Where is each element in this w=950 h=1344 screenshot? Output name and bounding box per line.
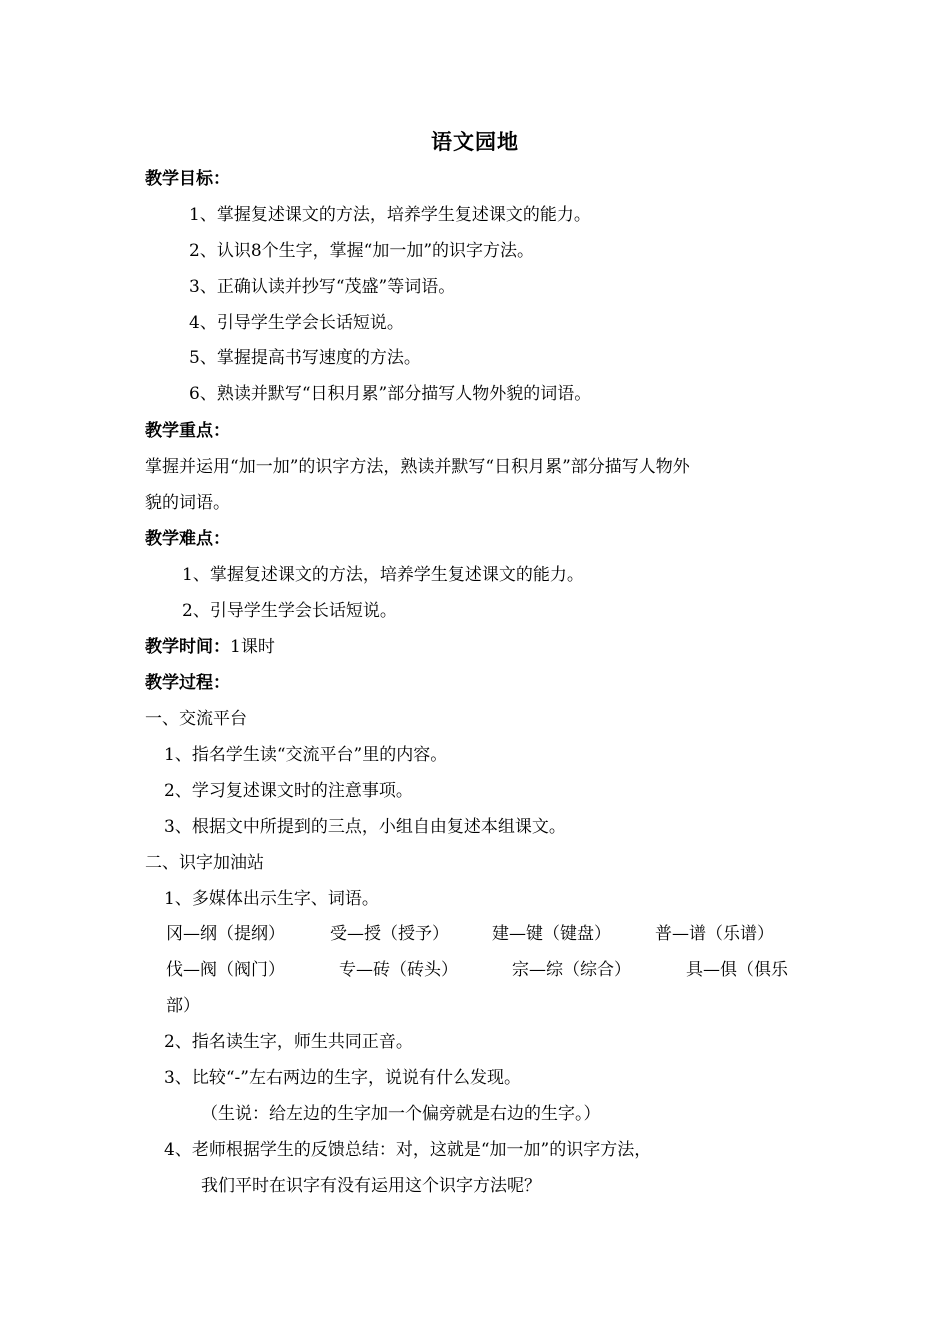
goal-item: 3、正确认读并抄写“茂盛”等词语。 — [189, 277, 456, 297]
goal-item: 4、引导学生学会长话短说。 — [189, 313, 404, 333]
goals-heading: 教学目标： — [145, 169, 230, 189]
time-value: 1课时 — [230, 637, 275, 657]
goal-item: 1、掌握复述课文的方法，培养学生复述课文的能力。 — [189, 205, 591, 225]
goal-item: 6、熟读并默写“日积月累”部分描写人物外貌的词语。 — [189, 384, 592, 404]
char-pair: 宗—综（综合） — [512, 960, 631, 980]
difficulty-heading: 教学难点： — [145, 529, 230, 549]
page-title: 语文园地 — [431, 129, 519, 154]
section-item: 3、比较“-”左右两边的生字，说说有什么发现。 — [164, 1068, 521, 1088]
goal-item: 2、认识8个生字，掌握“加一加”的识字方法。 — [189, 241, 535, 261]
focus-text: 掌握并运用“加一加”的识字方法，熟读并默写“日积月累”部分描写人物外 — [145, 457, 690, 477]
section-item: 2、指名读生字，师生共同正音。 — [164, 1032, 413, 1052]
char-pair-continued: 部） — [166, 996, 200, 1016]
student-answer: （生说：给左边的生字加一个偏旁就是右边的生字。） — [201, 1104, 601, 1124]
char-pair: 专—砖（砖头） — [339, 960, 458, 980]
focus-heading: 教学重点： — [145, 421, 230, 441]
difficulty-item: 2、引导学生学会长话短说。 — [182, 601, 397, 621]
process-heading: 教学过程： — [145, 673, 230, 693]
section-title: 二、识字加油站 — [145, 853, 264, 873]
difficulty-item: 1、掌握复述课文的方法，培养学生复述课文的能力。 — [182, 565, 584, 585]
char-pair: 普—谱（乐谱） — [655, 924, 774, 944]
time-heading: 教学时间： — [145, 637, 230, 657]
section-item: 3、根据文中所提到的三点，小组自由复述本组课文。 — [164, 817, 566, 837]
char-pair: 冈—纲（提纲） — [166, 924, 285, 944]
focus-text: 貌的词语。 — [145, 493, 230, 513]
goal-item: 5、掌握提高书写速度的方法。 — [189, 348, 421, 368]
char-pair: 受—授（授予） — [330, 924, 449, 944]
section-item: 2、学习复述课文时的注意事项。 — [164, 781, 413, 801]
section-item: 1、多媒体出示生字、词语。 — [164, 889, 379, 909]
char-pair: 建—键（键盘） — [492, 924, 611, 944]
section-item: 4、老师根据学生的反馈总结：对，这就是“加一加”的识字方法， — [164, 1140, 652, 1160]
char-pair: 具—俱（俱乐 — [686, 960, 788, 980]
char-pair: 伐—阀（阀门） — [166, 960, 285, 980]
section-item: 1、指名学生读“交流平台”里的内容。 — [164, 745, 448, 765]
section-title: 一、交流平台 — [145, 709, 247, 729]
time-line — [145, 635, 275, 659]
section-item-continued: 我们平时在识字有没有运用这个识字方法呢？ — [201, 1176, 541, 1196]
